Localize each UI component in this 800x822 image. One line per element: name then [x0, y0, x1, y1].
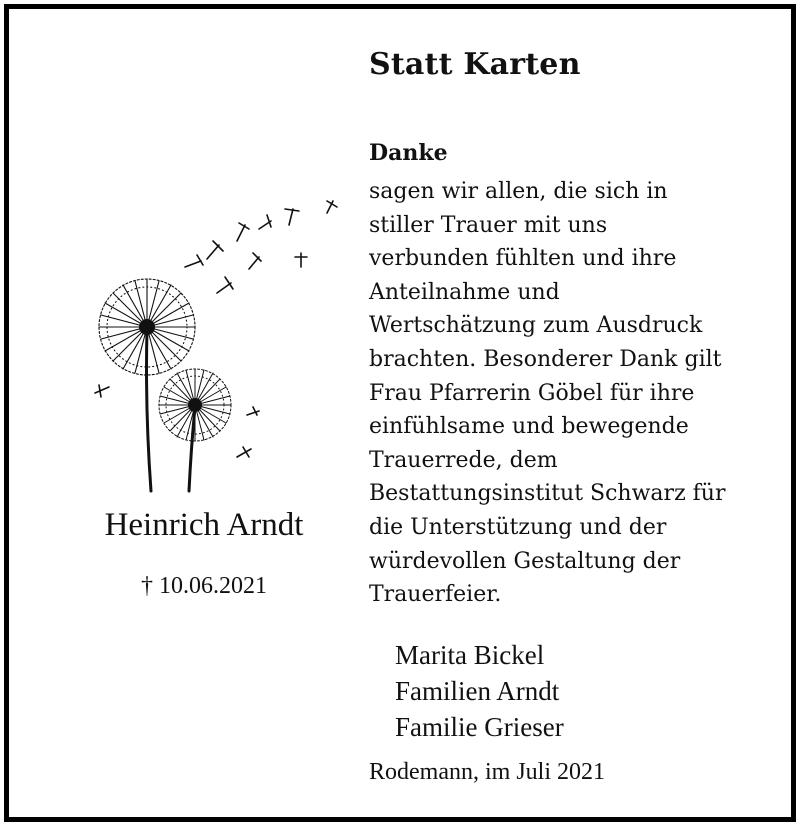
- text-line: Bestattungsinstitut Schwarz für: [369, 481, 726, 507]
- signer: Marita Bickel: [395, 640, 545, 670]
- death-date: † 10.06.2021: [141, 573, 267, 599]
- text-line: Frau Pfarrerin Göbel für ihre: [369, 380, 695, 406]
- thanks-text: [369, 175, 725, 612]
- dandelion-icon: [89, 189, 349, 499]
- text-line: Anteilnahme und: [369, 279, 560, 305]
- text-line: einfühlsame und bewegende: [369, 414, 689, 440]
- deceased-name: Heinrich Arndt: [104, 507, 304, 543]
- text-line: brachten. Besonderer Dank gilt: [369, 346, 722, 372]
- signer: Familie Grieser: [395, 712, 564, 742]
- text-line: sagen wir allen, die sich in: [369, 179, 668, 204]
- signers-list: [395, 637, 564, 745]
- obituary-card: [4, 4, 796, 822]
- text-line: Trauerrede, dem: [369, 447, 558, 473]
- text-line: würdevollen Gestaltung der: [369, 548, 681, 574]
- text-line: verbunden fühlten und ihre: [369, 246, 677, 272]
- text-line: stiller Trauer mit uns: [369, 212, 608, 238]
- thanks-heading: Danke: [369, 140, 448, 166]
- place-date-closing: Rodemann, im Juli 2021: [369, 759, 605, 785]
- signer: Familien Arndt: [395, 676, 560, 706]
- text-line: Wertschätzung zum Ausdruck: [369, 313, 703, 339]
- text-line: die Unterstützung und der: [369, 514, 667, 540]
- text-line: Trauerfeier.: [369, 582, 502, 608]
- notice-title: Statt Karten: [369, 47, 581, 82]
